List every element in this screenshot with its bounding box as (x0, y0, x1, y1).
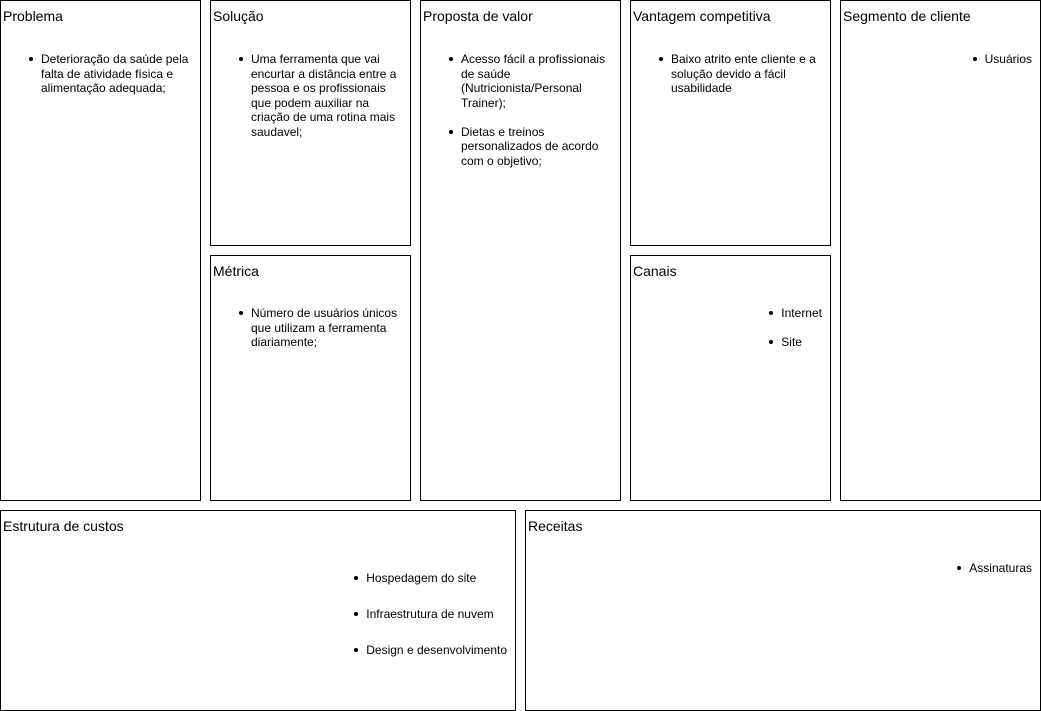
solucao-box (210, 0, 411, 246)
list-item: Internet (781, 306, 822, 320)
segmento-title: Segmento de cliente (843, 8, 971, 24)
receitas-list (929, 561, 1032, 576)
receitas-box (525, 510, 1041, 711)
list-item: Deterioração da saúde pela falta de atividade física e alimentação adequada; (41, 52, 192, 96)
segmento-list (945, 52, 1032, 67)
list-item: Infraestrutura de nuvem (366, 607, 507, 622)
segmento-box (840, 0, 1041, 501)
list-item: Assinaturas (969, 561, 1032, 575)
list-item: Hospedagem do site (366, 571, 507, 586)
custos-box (0, 510, 516, 711)
receitas-title: Receitas (528, 518, 583, 534)
list-item: Número de usuários únicos que utilizam a ferramenta diariamente; (251, 306, 402, 350)
list-item: Baixo atrito ente cliente e a solução devido a fácil usabilidade (671, 52, 822, 96)
vantagem-box (630, 0, 831, 246)
list-item: Design e desenvolvimento (366, 643, 507, 658)
custos-title: Estrutura de custos (3, 518, 124, 534)
canais-box (630, 255, 831, 501)
metrica-box (210, 255, 411, 501)
metrica-list (211, 306, 402, 350)
proposta-title: Proposta de valor (423, 8, 533, 24)
problema-list (1, 52, 192, 96)
proposta-list (421, 52, 612, 183)
list-item: Site (781, 335, 822, 350)
vantagem-title: Vantagem competitiva (633, 8, 771, 24)
canais-list (741, 306, 822, 364)
solucao-title: Solução (213, 8, 264, 24)
list-item: Acesso fácil a profissionais de saúde (Nutricionista/Personal Trainer); (461, 52, 612, 110)
list-item: Uma ferramenta que vai encurtar a distância entre a pessoa e os profissionais que podem auxiliar na criação de uma rotina mais saudavel; (251, 52, 402, 140)
canais-title: Canais (633, 263, 677, 279)
problema-title: Problema (3, 8, 63, 24)
problema-box (0, 0, 201, 501)
metrica-title: Métrica (213, 263, 259, 279)
list-item: Usuários (984, 52, 1032, 66)
proposta-box (420, 0, 621, 501)
list-item: Dietas e treinos personalizados de acordo com o objetivo; (461, 125, 612, 169)
vantagem-list (631, 52, 822, 96)
solucao-list (211, 52, 402, 140)
custos-list (326, 571, 507, 679)
